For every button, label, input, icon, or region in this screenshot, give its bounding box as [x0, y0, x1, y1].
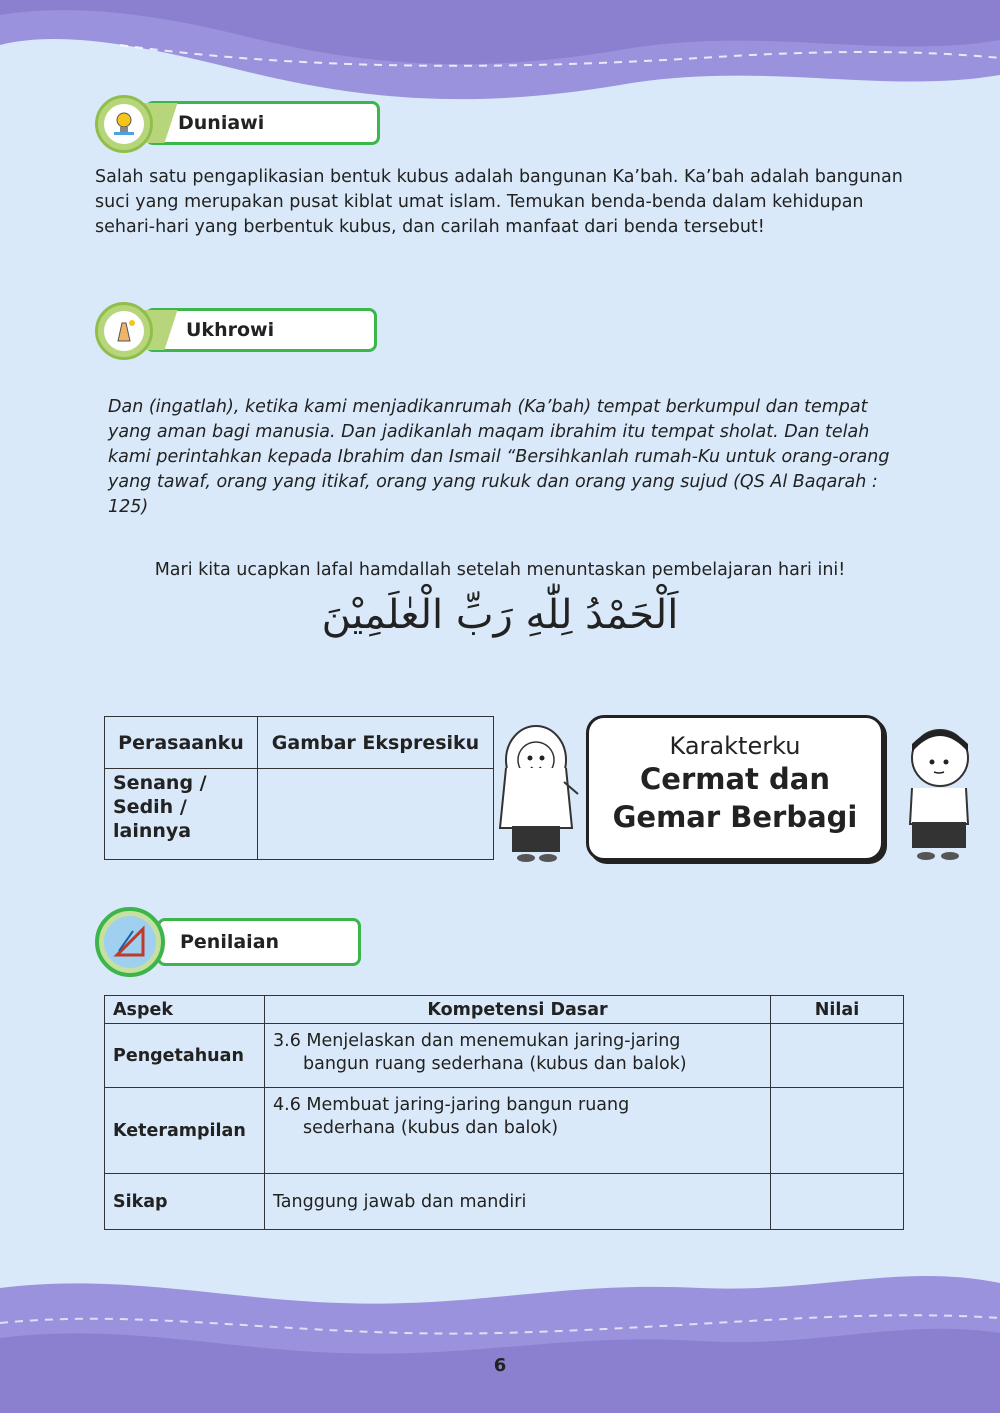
feelings-header-perasaanku: Perasaanku [105, 717, 258, 769]
arabic-hamdalah: اَلْحَمْدُ لِلّٰهِ رَبِّ الْعٰلَمِيْنَ [321, 592, 679, 638]
aspek-cell: Sikap [105, 1174, 265, 1230]
table-row [105, 1174, 904, 1230]
karakter-box [586, 715, 884, 861]
nilai-cell[interactable] [771, 1174, 904, 1230]
penilaian-tab [95, 907, 363, 979]
bottom-wave-decoration [0, 1263, 1000, 1413]
penilaian-header-nilai: Nilai [771, 996, 904, 1024]
ukhrowi-tab [95, 302, 380, 362]
table-row [105, 1024, 904, 1088]
aspek-cell: Pengetahuan [105, 1024, 265, 1088]
nilai-cell[interactable] [771, 1024, 904, 1088]
expression-drawing-area[interactable] [258, 769, 494, 860]
feelings-header-gambar: Gambar Ekspresiku [258, 717, 494, 769]
penilaian-header-aspek: Aspek [105, 996, 265, 1024]
kd-cell: 3.6 Menjelaskan dan menemukan jaring-jaring bangun ruang sederhana (kubus dan balok) [265, 1024, 771, 1088]
girl-character-illustration [498, 718, 582, 863]
ukhrowi-quote: Dan (ingatlah), ketika kami menjadikanrumah (Ka’bah) tempat berkumpul dan tempat yang aman bagi manusia. Dan jadikanlah maqam ibrahim itu tempat sholat. Dan telah kami perintahkan kepada Ibrahim dan Ismail “Bersihkanlah rumah-Ku untuk orang-orang yang tawaf, orang yang itikaf, orang yang rukuk dan orang yang sujud (QS Al Baqarah : 125) [108, 397, 890, 517]
duniawi-tab [95, 95, 380, 155]
nilai-cell[interactable] [771, 1088, 904, 1174]
duniawi-text: Salah satu pengaplikasian bentuk kubus adalah bangunan Ka’bah. Ka’bah adalah bangunan suci yang merupakan pusat kiblat umat islam. Temukan benda-benda dalam kehidupan sehari-hari yang berbentuk kubus, dan carilah manfaat dari benda tersebut! [95, 167, 903, 237]
aspek-cell: Keterampilan [105, 1088, 265, 1174]
feelings-cell-label: Senang / Sedih / lainnya [105, 769, 258, 860]
boy-character-illustration [898, 716, 978, 864]
table-row [105, 1088, 904, 1174]
kd-cell: 4.6 Membuat jaring-jaring bangun ruang sederhana (kubus dan balok) [265, 1088, 771, 1174]
karakter-label: Karakterku [669, 732, 801, 760]
hamdalah-prompt: Mari kita ucapkan lafal hamdallah setelah menuntaskan pembelajaran hari ini! [154, 560, 846, 580]
karakter-value-line1: Cermat dan [640, 762, 830, 796]
ruler-compass-icon [95, 907, 165, 977]
penilaian-header-kd: Kompetensi Dasar [265, 996, 771, 1024]
lightbulb-icon [95, 95, 153, 153]
duniawi-title: Duniawi [178, 112, 265, 134]
feelings-table [104, 716, 494, 860]
karakter-value-line2: Gemar Berbagi [612, 800, 858, 834]
page-number: 6 [493, 1355, 507, 1376]
prayer-hands-icon [95, 302, 153, 360]
kd-cell: Tanggung jawab dan mandiri [265, 1174, 771, 1230]
penilaian-table [104, 995, 904, 1230]
ukhrowi-title: Ukhrowi [186, 319, 275, 341]
penilaian-title: Penilaian [180, 931, 280, 953]
